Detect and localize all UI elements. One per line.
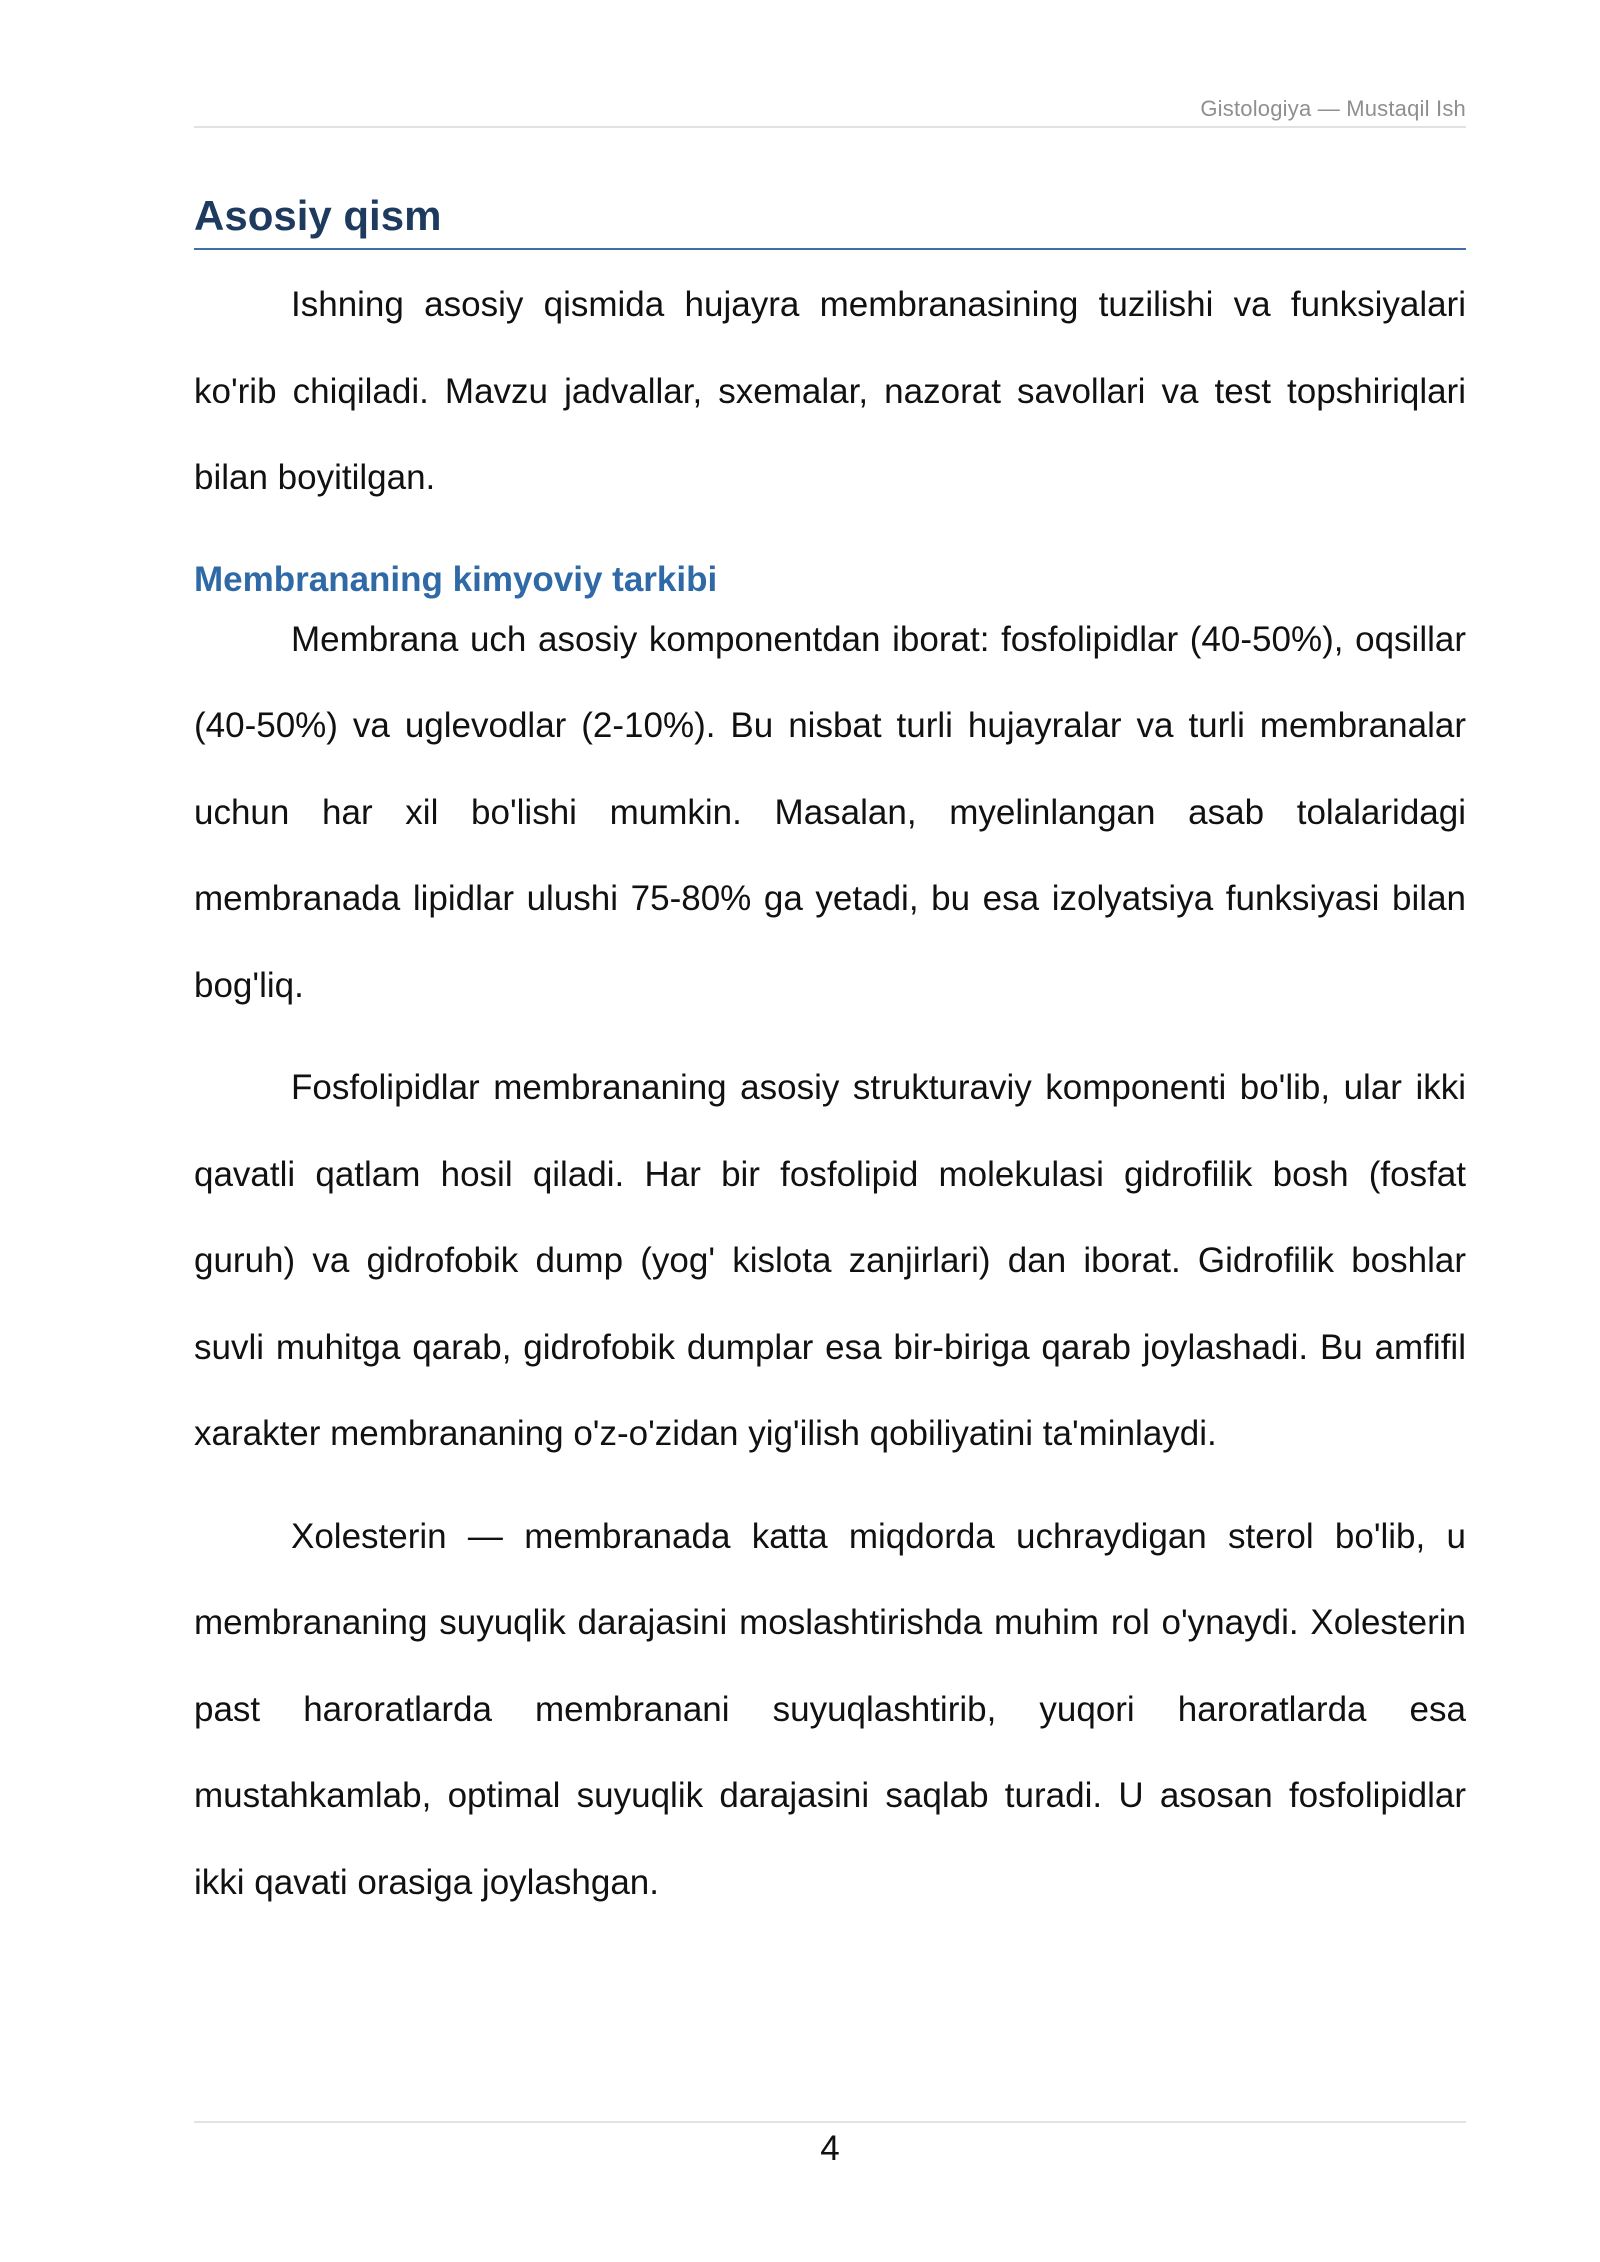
section-heading: Asosiy qism [194, 188, 1466, 250]
page-number: 4 [820, 2129, 840, 2168]
running-header: Gistologiya — Mustaqil Ish [1200, 96, 1466, 121]
page-content [194, 188, 1466, 1926]
body-paragraph: Fosfolipidlar membrananing asosiy strukturaviy komponenti bo'lib, ular ikki qavatli qatlam hosil qiladi. Har bir fosfolipid molekulasi gidrofilik bosh (fosfat guruh) va gidrofobik dump (yog' kislota zanjirlari) dan iborat. Gidrofilik boshlar suvli muhitga qarab, gidrofobik dumplar esa bir-biriga qarab joylashadi. Bu amfifil xarakter membrananing o'z-o'zidan yig'ilish qobiliyatini ta'minlaydi. [194, 1068, 1466, 1453]
body-paragraph: Membrana uch asosiy komponentdan iborat: fosfolipidlar (40-50%), oqsillar (40-50%) va uglevodlar (2-10%). Bu nisbat turli hujayralar va turli membranalar uchun har xil bo'lishi mumkin. Masalan, myelinlangan asab tolalaridagi membranada lipidlar ulushi 75-80% ga yetadi, bu esa izolyatsiya funksiyasi bilan bog'liq. [194, 619, 1466, 1005]
page-header [194, 90, 1466, 128]
page-footer [194, 2121, 1466, 2168]
intro-paragraph: Ishning asosiy qismida hujayra membranasining tuzilishi va funksiyalari ko'rib chiqiladi. Mavzu jadvallar, sxemalar, nazorat savollari va test topshiriqlari bilan boyitilgan. [194, 285, 1466, 497]
subsection-heading: Membrananing kimyoviy tarkibi [194, 559, 718, 599]
body-paragraph: Xolesterin — membranada katta miqdorda uchraydigan sterol bo'lib, u membrananing suyuqlik darajasini moslashtirishda muhim rol o'ynaydi. Xolesterin past haroratlarda membranani suyuqlashtirib, yuqori haroratlarda esa mustahkamlab, optimal suyuqlik darajasini saqlab turadi. U asosan fosfolipidlar ikki qavati orasiga joylashgan. [194, 1516, 1466, 1902]
